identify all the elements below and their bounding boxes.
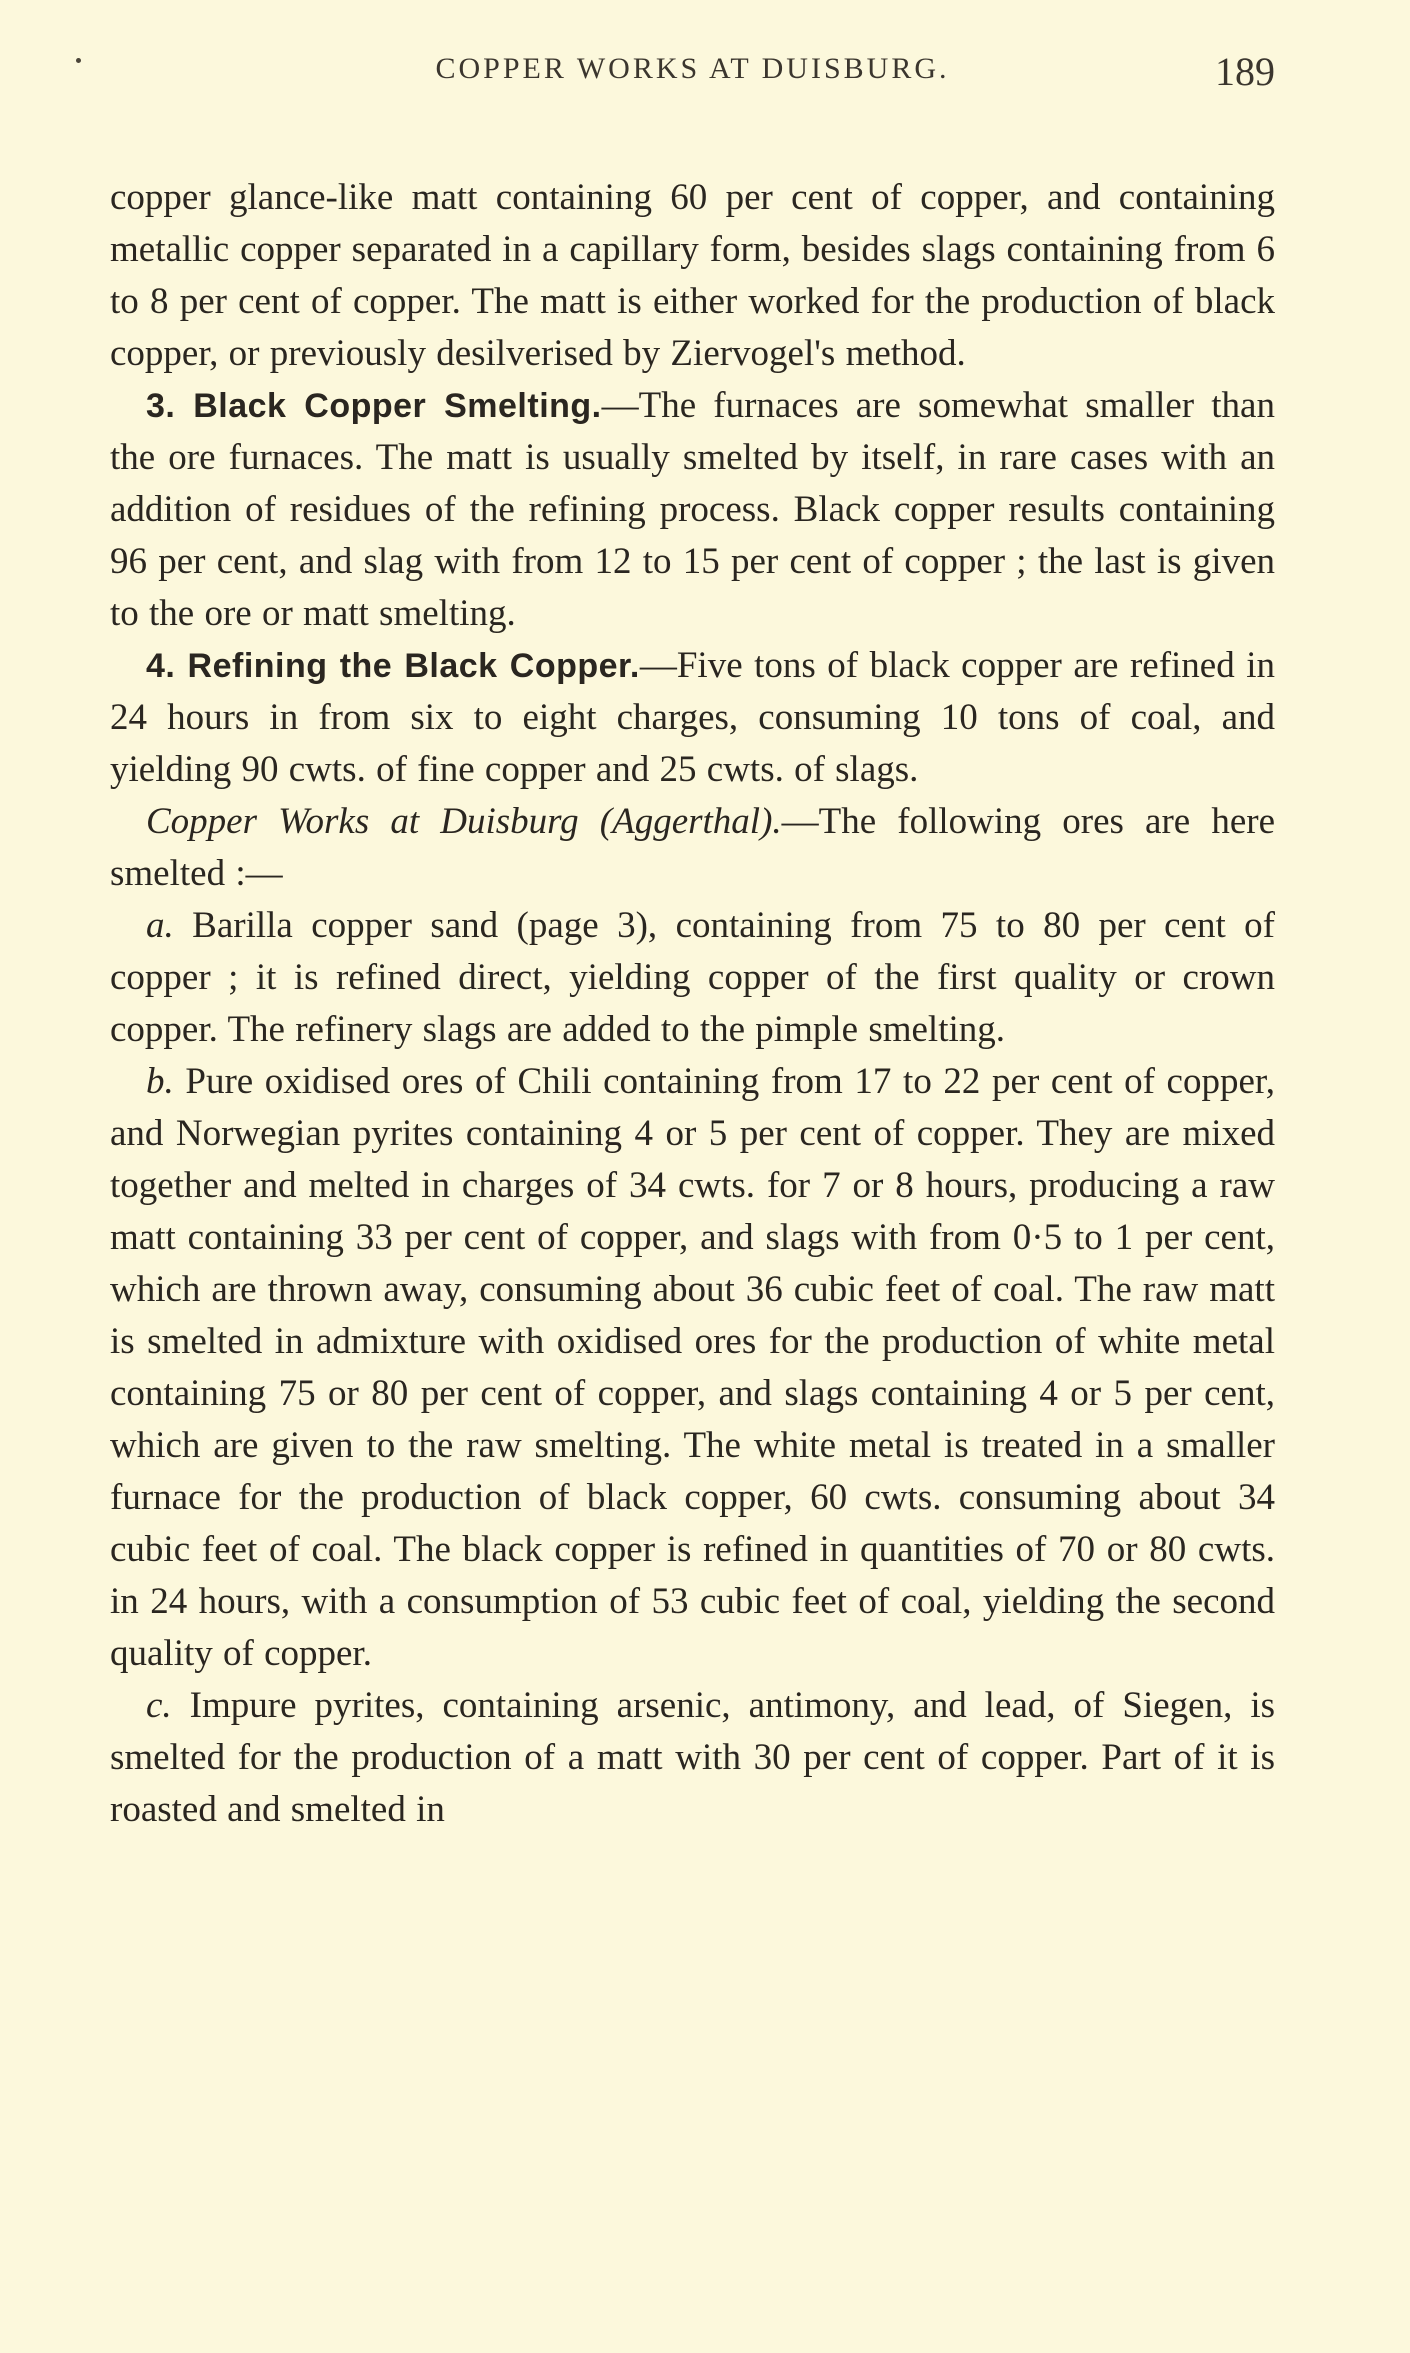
- section-heading-italic: Copper Works at Duisburg (Aggerthal).: [146, 801, 782, 842]
- paragraph-text: Impure pyrites, containing arsenic, antimony, and lead, of Siegen, is smelted for the production of a matt with 30 per cent of copper. Part of it is roasted and smelted in: [110, 1685, 1275, 1830]
- item-letter: c.: [146, 1685, 172, 1726]
- paragraph-refining-black-copper: [110, 640, 1275, 796]
- paragraph-text: Barilla copper sand (page 3), containing from 75 to 80 per cent of copper ; it is refined direct, yielding copper of the first quality or crown copper. The refinery slags are added to the pimple smelting.: [110, 905, 1275, 1050]
- book-page: [110, 49, 1275, 1836]
- paragraph-continuation: [110, 172, 1275, 380]
- item-letter: b.: [146, 1061, 174, 1102]
- section-heading: 4. Refining the Black Copper.: [146, 647, 640, 685]
- page-number: 189: [1215, 49, 1275, 94]
- section-heading: 3. Black Copper Smelting.: [146, 387, 602, 425]
- paragraph-item-c: [110, 1680, 1275, 1836]
- running-head-title: COPPER WORKS AT DUISBURG.: [435, 52, 950, 85]
- running-head: [110, 49, 1275, 102]
- item-letter: a.: [146, 905, 174, 946]
- paragraph-text: Pure oxidised ores of Chili containing from 17 to 22 per cent of copper, and Norwegian pyrites containing 4 or 5 per cent of copper. They are mixed together and melted in charges of 34 cwts. for 7 or 8 hours, producing a raw matt containing 33 per cent of copper, and slags with from 0·5 to 1 per cent, which are thrown away, consuming about 36 cubic feet of coal. The raw matt is smelted in admixture with oxidised ores for the production of white metal containing 75 or 80 per cent of copper, and slags containing 4 or 5 per cent, which are given to the raw smelting. The white metal is treated in a smaller furnace for the production of black copper, 60 cwts. consuming about 34 cubic feet of coal. The black copper is refined in quantities of 70 or 80 cwts. in 24 hours, with a consumption of 53 cubic feet of coal, yielding the second quality of copper.: [110, 1061, 1275, 1674]
- paragraph-text: copper glance-like matt containing 60 per cent of copper, and containing metallic copper separated in a capillary form, besides slags containing from 6 to 8 per cent of copper. The matt is either worked for the production of black copper, or previously desilverised by Ziervogel's method.: [110, 177, 1275, 374]
- paragraph-aggerthal-works: [110, 796, 1275, 900]
- paragraph-item-a: [110, 900, 1275, 1056]
- paragraph-text: —The following ores are here smelted :—: [110, 801, 1275, 894]
- ink-speck: [76, 58, 81, 63]
- paragraph-item-b: [110, 1056, 1275, 1680]
- paragraph-text: —Five tons of black copper are refined in 24 hours in from six to eight charges, consuming 10 tons of coal, and yielding 90 cwts. of fine copper and 25 cwts. of slags.: [110, 645, 1275, 790]
- paragraph-black-copper-smelting: [110, 380, 1275, 640]
- paragraph-text: —The furnaces are somewhat smaller than the ore furnaces. The matt is usually smelted by itself, in rare cases with an addition of residues of the refining process. Black copper results containing 96 per cent, and slag with from 12 to 15 per cent of copper ; the last is given to the ore or matt smelting.: [110, 385, 1275, 634]
